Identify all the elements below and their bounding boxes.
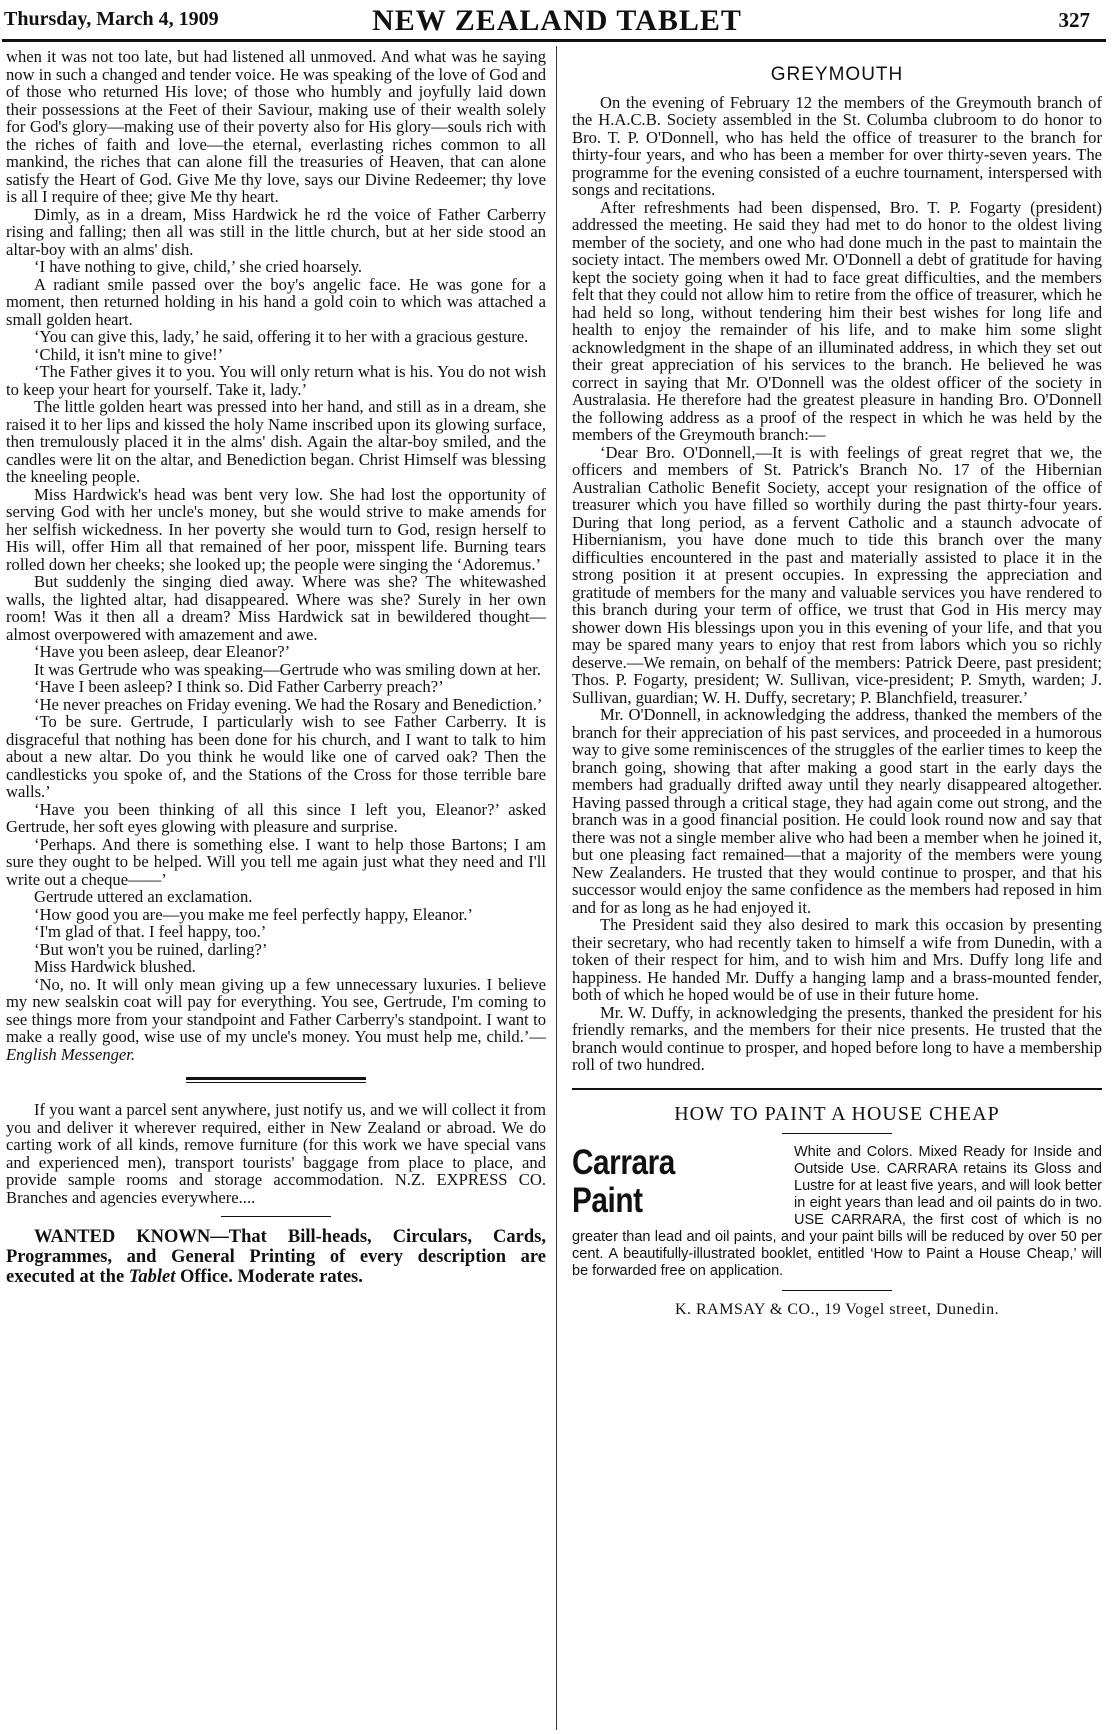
paint-ad-text: White and Colors. Mixed Ready for Inside and Outside Use. CARRARA retains its Gloss and Lustre for at least five years, and will look better in eight years than lead and oil paints do in two. USE CARRARA, the first cost of which is no greater than lead and oil paints, and your paint bills will be reduced by over 50 per cent. A beautifully-illustrated booklet, entitled ‘How to Paint a House Cheap,’ will be forwarded free on application. (572, 1144, 1102, 1279)
story-paragraph: ‘I'm glad of that. I feel happy, too.’ (34, 922, 267, 941)
story-paragraph-text: ‘No, no. It will only mean giving up a few unnecessary luxuries. I believe my new sealskin coat will pay for everything. You see, Gertrude, I'm coming to see things more from your standpoint and Father Carberry's standpoint. I want to make a really good, wise use of my uncle's money. You must help me, child.’— (6, 974, 546, 1046)
story-body (6, 48, 546, 1063)
story-paragraph: ‘But won't you be ruined, darling?’ (34, 939, 268, 959)
story-paragraph: Gertrude uttered an exclamation. (34, 887, 253, 906)
story-paragraph: ‘Have you been thinking of all this since I left you, Eleanor?’ asked Gertrude, her soft eyes glowing with pleasure and surprise. (6, 799, 546, 836)
story-paragraph: A radiant smile passed over the boy's angelic face. He was gone for a moment, then returned holding in his hand a gold coin to which was attached a small golden heart. (6, 274, 546, 329)
article-paragraph: The President said they also desired to mark this occasion by presenting their secretary, who had recently taken to himself a wife from Dunedin, with a token of their respect for him, and to wish him and Mrs. Duffy long life and happiness. He handed Mr. Duffy a hanging lamp and a brass-mounted fender, both of which he hoped would be of use in their future home. (572, 915, 1102, 1004)
story-paragraph: ‘The Father gives it to you. You will only return what is his. You do not wish to keep your heart for yourself. Take it, lady.’ (6, 362, 546, 399)
paint-advertisement (572, 1088, 1102, 1319)
story-paragraph: ‘Have I been asleep? I think so. Did Father Carberry preach?’ (34, 677, 444, 696)
story-paragraph: ‘You can give this, lady,’ he said, offering it to her with a gracious gesture. (34, 327, 529, 346)
story-paragraph: ‘He never preaches on Friday evening. We had the Rosary and Benediction.’ (34, 694, 543, 714)
paint-ad-body (572, 1144, 1102, 1280)
column-divider (556, 46, 557, 1730)
article-paragraph: After refreshments had been dispensed, Bro. T. P. Fogarty (president) addressed the meeting. He said they had met to do honor to the oldest living member of the society, and one who had done much in the past to maintain the society intact. The members owed Mr. O'Donnell a debt of gratitude for having kept the society going when it had to face great difficulties, and the members felt that they could not allow him to retire from the office of treasurer, which he had held so long, without tendering him their best wishes for long life and health to enjoy the remainder of his life, and to make him some slight acknowledgment in the shape of an illuminated address, in which they set out their great appreciation of his services to the branch. He believed he was correct in saying that Mr. O'Donnell was the oldest officer of the society in Australasia. He therefore had the greatest pleasure in handing Bro. O'Donnell the following address as a proof of the respect in which he was held by the members of the Greymouth branch:— (572, 197, 1102, 444)
express-co-advertisement: If you want a parcel sent anywhere, just notify us, and we will collect it from you and deliver it wherever required, either in New Zealand or abroad. We do carting work of all kinds, remove furniture (for this work we have special vans and experienced men), transport tourists' baggage from place to place, and provide sample rooms and storage accommodation. N.Z. EXPRESS CO. Branches and agencies everywhere.... (6, 1100, 546, 1207)
carrara-paint-logo: Carrara Paint (572, 1143, 675, 1220)
story-source: English Messenger. (6, 1044, 136, 1064)
right-column (572, 48, 1102, 1319)
story-paragraph: Dimly, as in a dream, Miss Hardwick he rd the voice of Father Carberry rising and falling; then all was still in the little church, but at her side stood an altar-boy with an alms' dish. (6, 204, 546, 259)
story-paragraph: ‘Child, it isn't mine to give!’ (34, 344, 224, 364)
tablet-name: Tablet (128, 1267, 176, 1287)
story-paragraph: ‘To be sure. Gertrude, I particularly wish to see Father Carberry. It is disgraceful that nothing has been done for his church, and I want to talk to him about a new altar. Do you think he would like one of carved oak? Then the candlesticks you spoke of, and the Stations of the Cross for those terrible bare walls.’ (6, 712, 546, 801)
newspaper-title: NEW ZEALAND TABLET (372, 4, 742, 37)
article-paragraph: ‘Dear Bro. O'Donnell,—It is with feelings of great regret that we, the officers and members of St. Patrick's Branch No. 17 of the Hibernian Australian Catholic Benefit Society, accept your resignation of the office of treasurer which you have filled so worthily during the past thirty-four years. During that long period, as a fervent Catholic and a staunch advocate of Hibernianism, you have done much to tide this branch over the many difficulties encountered in the past and materially assisted to place it in the strong position it at present occupies. In expressing the appreciation and gratitude of members for the many and valuable services you have rendered to this branch during your term of office, we trust that God in His mercy may shower down His blessings upon you in this evening of your life, and that you may be spared many years to enjoy that rest from labors which you so richly deserve.—We remain, on behalf of the members: Patrick Deere, past president; Thos. P. Fogarty, president; W. Sullivan, vice-president; P. Smyth, warden; J. Sullivan, guardian; W. H. Duffy, secretary; P. Blanchfield, treasurer.’ (572, 442, 1102, 707)
paint-ad-rule (782, 1133, 892, 1134)
paint-ad-rule-bottom (782, 1290, 892, 1291)
story-paragraph (6, 976, 546, 1064)
story-paragraph: But suddenly the singing died away. Where was she? The whitewashed walls, the lighted altar, had disappeared. Where was she? Surely in her own room! Was it then all a dream? Miss Hardwick sat in bewildered thought—almost overpowered with amazement and awe. (6, 572, 546, 644)
article-paragraph: Mr. O'Donnell, in acknowledging the address, thanked the members of the branch for their appreciation of his past services, and proceeded in a humorous way to give some reminiscences of the struggles of the earlier times to keep the branch going, showing that after making a good start in the early days the members had gradually drifted away until they nearly disappeared altogether. Having passed through a critical stage, they had again come out strong, and the branch was in a good financial position. He could look round now and say that there was not a single member alive who had been a member when he joined it, but one pleasing fact remained—that a majority of the members were young New Zealanders. He trusted that they would continue to prosper, and that his successor would enjoy the same confidence as the members had reposed in him and for as long as he had enjoyed it. (572, 705, 1102, 917)
page-number: 327 (1058, 8, 1090, 32)
issue-date: Thursday, March 4, 1909 (4, 8, 219, 30)
printing-ad-text: WANTED KNOWN—That Bill-heads, Circulars, Cards, Programmes, and General Printing of every description are executed at the (6, 1227, 546, 1287)
article-paragraph: On the evening of February 12 the members of the Greymouth branch of the H.A.C.B. Society assembled in the St. Columba clubroom to do honor to Bro. T. P. O'Donnell, who has held the office of treasurer to the branch for thirty-four years, and who has been a member for over thirty-seven years. The programme for the evening consisted of a euchre tournament, interspersed with songs and recitations. (572, 92, 1102, 199)
paint-ad-footer: K. RAMSAY & CO., 19 Vogel street, Dunedin. (674, 1301, 1000, 1318)
greymouth-article (572, 94, 1102, 1074)
story-paragraph: The little golden heart was pressed into her hand, and still as in a dream, she raised it to her lips and kissed the holy Name inscribed upon its glowing surface, then tremulously placed it in the alms' dish. Again the altar-boy smiled, and the candles were lit on the altar, and Benediction began. Christ Himself was blessing the kneeling people. (6, 397, 546, 486)
paint-ad-heading: HOW TO PAINT A HOUSE CHEAP (674, 1102, 1000, 1125)
story-paragraph: Miss Hardwick blushed. (34, 957, 196, 976)
printing-advertisement (6, 1227, 546, 1287)
masthead-rule (2, 39, 1106, 42)
story-paragraph: ‘I have nothing to give, child,’ she cried hoarsely. (34, 257, 363, 276)
masthead (0, 0, 1114, 44)
section-rule (186, 1077, 366, 1083)
left-column (6, 48, 546, 1287)
story-paragraph: It was Gertrude who was speaking—Gertrude who was smiling down at her. (34, 659, 541, 679)
story-paragraph: Miss Hardwick's head was bent very low. She had lost the opportunity of serving God with her uncle's money, but she would strive to make amends for her selfish wickedness. In her poverty she would turn to God, resign herself to His will, offer Him all that remained of her poor, misspent life. Burning tears rolled down her cheeks; she looked up; the people were singing the ‘Adoremus.’ (6, 484, 546, 574)
story-paragraph: ‘Have you been asleep, dear Eleanor?’ (34, 642, 291, 661)
story-paragraph: ‘How good you are—you make me feel perfectly happy, Eleanor.’ (34, 904, 473, 924)
story-paragraph: when it was not too late, but had listened all unmoved. And what was he saying now in such a changed and tender voice. He was speaking of the love of God and of those who returned His love; of those who humbly and joyfully laid down their possessions at the Feet of their Saviour, making use of their wealth solely for God's glory—making use of their poverty also for His glory—souls rich with the riches of faith and love—the eternal, everlasting riches common to all mankind, the riches that can alone fill the treasuries of Heaven, that can alone satisfy the Heart of God. Give Me thy love, says our Divine Redeemer; thy love is all I require of thee; give Me thy heart. (6, 47, 546, 206)
printing-ad-text-end: Office. Moderate rates. (175, 1267, 363, 1287)
ad-divider (221, 1216, 331, 1217)
section-title-greymouth: GREYMOUTH (770, 64, 904, 85)
article-paragraph: Mr. W. Duffy, in acknowledging the presents, thanked the president for his friendly remarks, and the members for their nice presents. He trusted that the branch would continue to prosper, and hoped before long to have a membership roll of two hundred. (572, 1002, 1102, 1074)
story-paragraph: ‘Perhaps. And there is something else. I want to help those Bartons; I am sure they ought to be helped. Will you tell me again just what they need and I'll write out a cheque——’ (6, 834, 546, 889)
